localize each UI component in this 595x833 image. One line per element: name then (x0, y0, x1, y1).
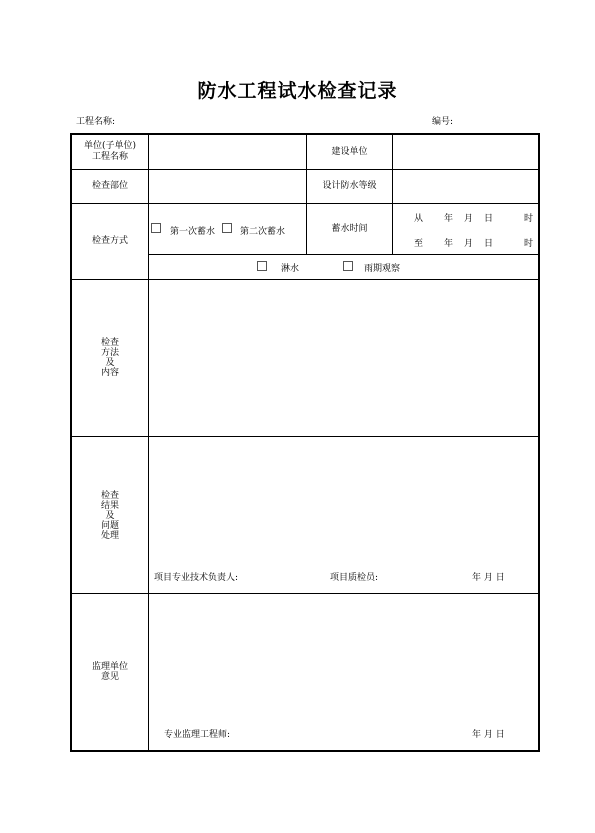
result-date: 年 月 日 (472, 573, 505, 583)
second-storage-label: 第二次蓄水 (240, 227, 286, 237)
method-content-line: 方法 (100, 348, 119, 358)
construction-unit-field[interactable] (393, 135, 538, 169)
rain-observe-checkbox[interactable] (343, 261, 353, 271)
storage-time-label: 蓄水时间 (331, 224, 368, 234)
project-name-label: 工程名称: (76, 117, 116, 127)
supervision-line: 监理单位 (91, 662, 128, 672)
quality-inspector-label: 项目质检员: (330, 573, 379, 583)
unit-label-line2: 工程名称 (91, 152, 128, 162)
to-label: 至 (414, 239, 424, 249)
supervision-line: 意见 (100, 672, 119, 682)
result-issue-line: 及 (105, 511, 115, 521)
design-grade-field[interactable] (393, 170, 538, 203)
method-content-label (71, 338, 149, 378)
method-content-line: 内容 (100, 368, 119, 378)
result-issue-line: 问题 (100, 521, 119, 531)
row-divider (70, 203, 540, 204)
method-content-line: 检查 (100, 338, 119, 348)
unit-label (72, 141, 148, 163)
to-month: 月 (464, 239, 474, 249)
spray-water-label: 淋水 (281, 264, 300, 274)
supervision-field[interactable] (149, 594, 538, 719)
method-content-line: 及 (105, 358, 115, 368)
from-label: 从 (414, 214, 424, 224)
from-hour: 时 (524, 214, 534, 224)
supervisor-label: 专业监理工程师: (164, 730, 231, 740)
unit-name-field[interactable] (149, 135, 306, 169)
to-hour: 时 (524, 239, 534, 249)
from-month: 月 (464, 214, 474, 224)
construction-unit-label: 建设单位 (331, 147, 368, 157)
from-year: 年 (444, 214, 454, 224)
table-border-left (70, 133, 72, 752)
page-title: 防水工程试水检查记录 (197, 80, 398, 102)
check-method-label: 检查方式 (91, 236, 128, 246)
supervision-date: 年 月 日 (472, 730, 505, 740)
result-issue-line: 检查 (100, 491, 119, 501)
check-location-field[interactable] (149, 170, 306, 203)
first-storage-checkbox[interactable] (151, 223, 161, 233)
spray-water-checkbox[interactable] (257, 261, 267, 271)
result-issue-label (71, 491, 149, 541)
to-year: 年 (444, 239, 454, 249)
unit-label-line1: 单位(子单位) (83, 141, 137, 151)
supervision-label (71, 662, 149, 682)
row-divider (148, 254, 540, 255)
result-issue-line: 结果 (100, 501, 119, 511)
check-location-label: 检查部位 (91, 181, 128, 191)
result-issue-line: 处理 (100, 531, 119, 541)
first-storage-label: 第一次蓄水 (170, 227, 216, 237)
design-grade-label: 设计防水等级 (322, 181, 377, 191)
rain-observe-label: 雨期观察 (364, 264, 401, 274)
result-issue-field[interactable] (149, 437, 538, 563)
from-day: 日 (484, 214, 494, 224)
method-content-field[interactable] (149, 280, 538, 436)
to-day: 日 (484, 239, 494, 249)
table-border-right (538, 133, 540, 752)
second-storage-checkbox[interactable] (222, 223, 232, 233)
number-label: 编号: (432, 117, 454, 127)
tech-lead-label: 项目专业技术负责人: (154, 573, 239, 583)
table-border-bottom (70, 750, 540, 752)
